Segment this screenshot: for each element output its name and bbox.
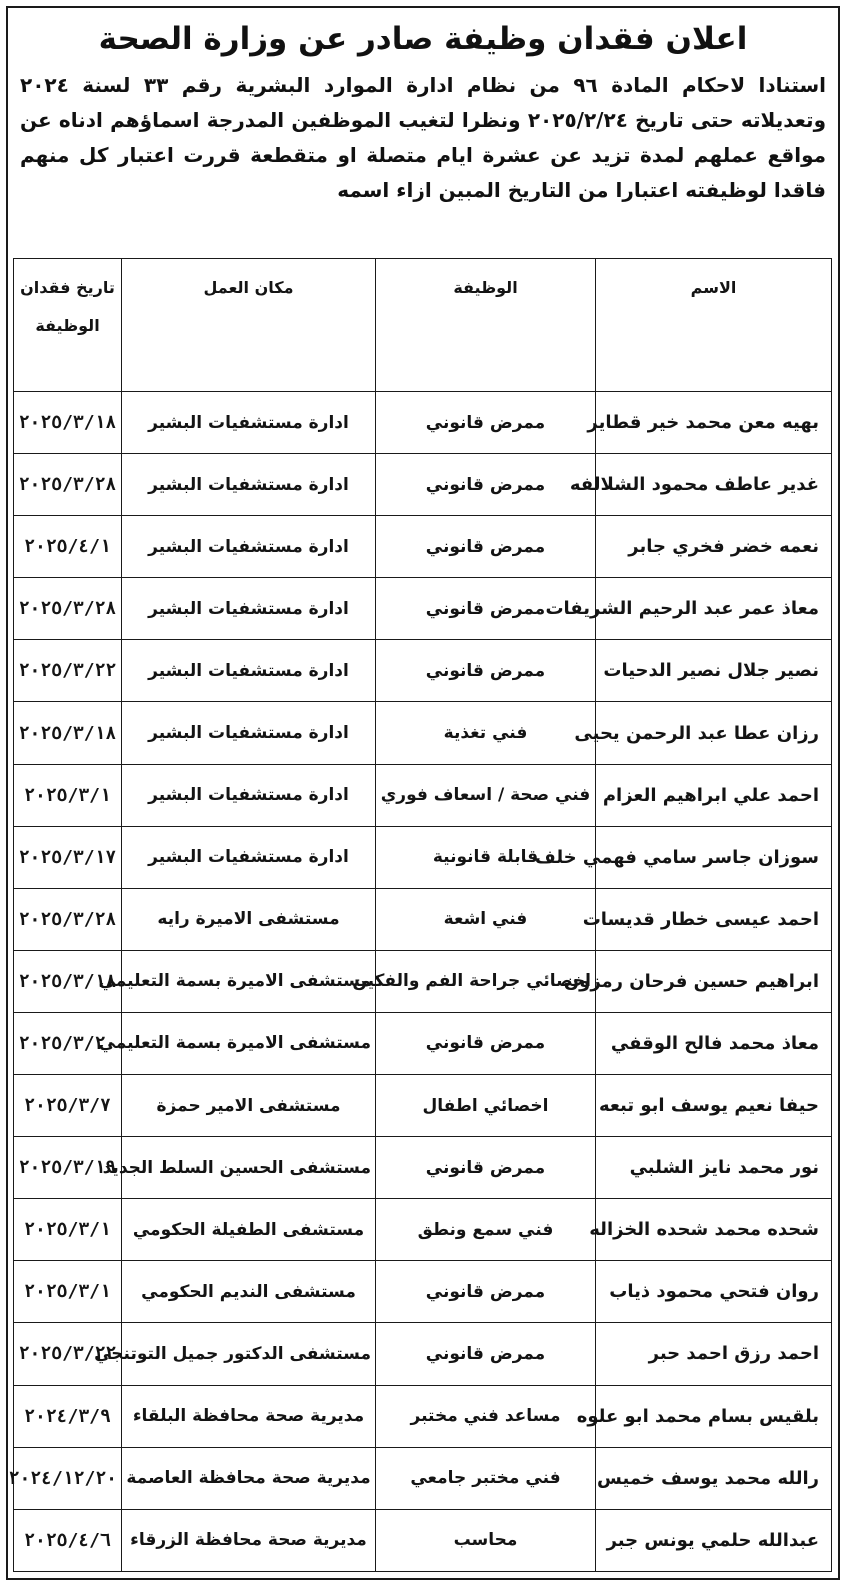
job-loss-date: ٢٠٢٥/٣/١ (14, 1199, 122, 1261)
employee-job: مساعد فني مختبر (376, 1385, 596, 1447)
employee-workplace: ادارة مستشفيات البشير (122, 516, 376, 578)
table-row (14, 888, 832, 950)
employee-job: قابلة قانونية (376, 826, 596, 888)
table-row (14, 578, 832, 640)
employee-name: عبدالله حلمي يونس جبر (596, 1509, 832, 1571)
job-loss-date: ٢٠٢٥/٣/٢٢ (14, 1323, 122, 1385)
table-row (14, 1385, 832, 1447)
job-loss-date: ٢٠٢٥/٣/٢٠ (14, 1012, 122, 1074)
employee-name: رالله محمد يوسف خميس (596, 1447, 832, 1509)
employee-name: نصير جلال نصير الدحيات (596, 640, 832, 702)
employee-job: فني مختبر جامعي (376, 1447, 596, 1509)
employee-workplace: مديرية صحة محافظة العاصمة (122, 1447, 376, 1509)
employee-name: بلقيس بسام محمد ابو علوه (596, 1385, 832, 1447)
employee-name: حيفا نعيم يوسف ابو تبعه (596, 1075, 832, 1137)
header-job: الوظيفة (376, 259, 596, 392)
job-loss-date: ٢٠٢٥/٣/١ (14, 1261, 122, 1323)
table-row (14, 516, 832, 578)
employee-job: ممرض قانوني (376, 392, 596, 454)
notice-title: اعلان فقدان وظيفة صادر عن وزارة الصحة (98, 21, 748, 57)
job-loss-date: ٢٠٢٥/٣/٢٨ (14, 454, 122, 516)
employee-job: محاسب (376, 1509, 596, 1571)
employee-job: فني صحة / اسعاف فوري (376, 764, 596, 826)
employee-workplace: مديرية صحة محافظة البلقاء (122, 1385, 376, 1447)
job-loss-date: ٢٠٢٥/٣/٢٢ (14, 640, 122, 702)
job-loss-date: ٢٠٢٤/٣/٩ (14, 1385, 122, 1447)
employee-workplace: مستشفى الاميرة بسمة التعليمي (122, 950, 376, 1012)
employee-job: ممرض قانوني (376, 578, 596, 640)
table-row (14, 1137, 832, 1199)
employee-workplace: ادارة مستشفيات البشير (122, 764, 376, 826)
table-row (14, 1447, 832, 1509)
table-header-row (14, 259, 832, 392)
employee-job: ممرض قانوني (376, 1323, 596, 1385)
job-loss-notice (6, 6, 840, 1580)
employee-name: نعمه خضر فخري جابر (596, 516, 832, 578)
table-row (14, 950, 832, 1012)
header-name: الاسم (596, 259, 832, 392)
employee-workplace: ادارة مستشفيات البشير (122, 578, 376, 640)
job-loss-date: ٢٠٢٥/٣/١ (14, 764, 122, 826)
employee-job: ممرض قانوني (376, 454, 596, 516)
employee-workplace: مستشفى الدكتور جميل التوتنجي (122, 1323, 376, 1385)
header-date: تاريخ فقدان الوظيفة (14, 259, 122, 392)
employee-name: احمد عيسى خطار قديسات (596, 888, 832, 950)
employee-name: احمد رزق احمد حبر (596, 1323, 832, 1385)
table-row (14, 1323, 832, 1385)
table-row (14, 1075, 832, 1137)
employee-name: نور محمد نايز الشلبي (596, 1137, 832, 1199)
employee-name: روان فتحي محمود ذياب (596, 1261, 832, 1323)
employee-workplace: ادارة مستشفيات البشير (122, 392, 376, 454)
employee-job: فني اشعة (376, 888, 596, 950)
employee-workplace: ادارة مستشفيات البشير (122, 702, 376, 764)
employee-workplace: مستشفى الاميرة رايه (122, 888, 376, 950)
table-row (14, 1509, 832, 1571)
table-row (14, 1199, 832, 1261)
employee-workplace: مستشفى الامير حمزة (122, 1075, 376, 1137)
job-loss-date: ٢٠٢٥/٣/١٨ (14, 392, 122, 454)
employee-job: ممرض قانوني (376, 1012, 596, 1074)
job-loss-date: ٢٠٢٥/٣/١٩ (14, 1137, 122, 1199)
table-row (14, 1261, 832, 1323)
table-row (14, 454, 832, 516)
table-body (8, 392, 832, 1572)
table-row (14, 392, 832, 454)
job-loss-date: ٢٠٢٥/٤/١ (14, 516, 122, 578)
job-loss-date: ٢٠٢٥/٣/١٨ (14, 702, 122, 764)
table-row (14, 826, 832, 888)
notice-intro-paragraph: استنادا لاحكام المادة ٩٦ من نظام ادارة الموارد البشرية رقم ٣٣ لسنة ٢٠٢٤ وتعديلاته حتى تاريخ ٢٠٢٥/٢/٢٤ ونظرا لتغيب الموظفين المدرجة اسماؤهم ادناه عن مواقع عملهم لمدة تزيد عن عشرة ايام متصلة او متقطعة قررت اعتبار كل منهم فاقدا لوظيفته اعتبارا من التاريخ المبين ازاء اسمه (20, 73, 826, 202)
job-loss-date: ٢٠٢٥/٣/٢٨ (14, 888, 122, 950)
job-loss-date: ٢٠٢٤/١٢/٢٠ (14, 1447, 122, 1509)
employee-name: معاذ محمد فالح الوقفي (596, 1012, 832, 1074)
table-row (14, 702, 832, 764)
employee-name: احمد علي ابراهيم العزام (596, 764, 832, 826)
employee-name: غدير عاطف محمود الشلالفه (596, 454, 832, 516)
employee-job: اخصائي جراحة الفم والفكين (376, 950, 596, 1012)
employee-job: ممرض قانوني (376, 1261, 596, 1323)
employee-job: ممرض قانوني (376, 640, 596, 702)
employee-job: اخصائي اطفال (376, 1075, 596, 1137)
job-loss-date: ٢٠٢٥/٣/١٧ (14, 826, 122, 888)
employee-workplace: مستشفى الحسين السلط الجديد (122, 1137, 376, 1199)
employees-table (8, 258, 832, 1572)
job-loss-date: ٢٠٢٥/٣/٢٨ (14, 578, 122, 640)
job-loss-date: ٢٠٢٥/٣/١٨ (14, 950, 122, 1012)
employee-workplace: مستشفى الاميرة بسمة التعليمي (122, 1012, 376, 1074)
employees-table-container (8, 258, 832, 1572)
employee-job: ممرض قانوني (376, 516, 596, 578)
employee-workplace: مستشفى النديم الحكومي (122, 1261, 376, 1323)
employee-workplace: ادارة مستشفيات البشير (122, 826, 376, 888)
table-row (14, 764, 832, 826)
employee-job: ممرض قانوني (376, 1137, 596, 1199)
employee-workplace: مديرية صحة محافظة الزرقاء (122, 1509, 376, 1571)
employee-name: بهيه معن محمد خير قطاير (596, 392, 832, 454)
employee-job: فني سمع ونطق (376, 1199, 596, 1261)
employee-name: معاذ عمر عبد الرحيم الشريفات (596, 578, 832, 640)
employee-name: سوزان جاسر سامي فهمي خلف (596, 826, 832, 888)
employee-name: رزان عطا عبد الرحمن يحيى (596, 702, 832, 764)
job-loss-date: ٢٠٢٥/٤/٦ (14, 1509, 122, 1571)
employee-workplace: مستشفى الطفيلة الحكومي (122, 1199, 376, 1261)
employee-name: ابراهيم حسين فرحان رمزون (596, 950, 832, 1012)
header-place: مكان العمل (122, 259, 376, 392)
employee-workplace: ادارة مستشفيات البشير (122, 454, 376, 516)
table-row (14, 640, 832, 702)
employee-workplace: ادارة مستشفيات البشير (122, 640, 376, 702)
employee-name: شحده محمد شحده الخزاله (596, 1199, 832, 1261)
employee-job: فني تغذية (376, 702, 596, 764)
table-row (14, 1012, 832, 1074)
job-loss-date: ٢٠٢٥/٣/٧ (14, 1075, 122, 1137)
